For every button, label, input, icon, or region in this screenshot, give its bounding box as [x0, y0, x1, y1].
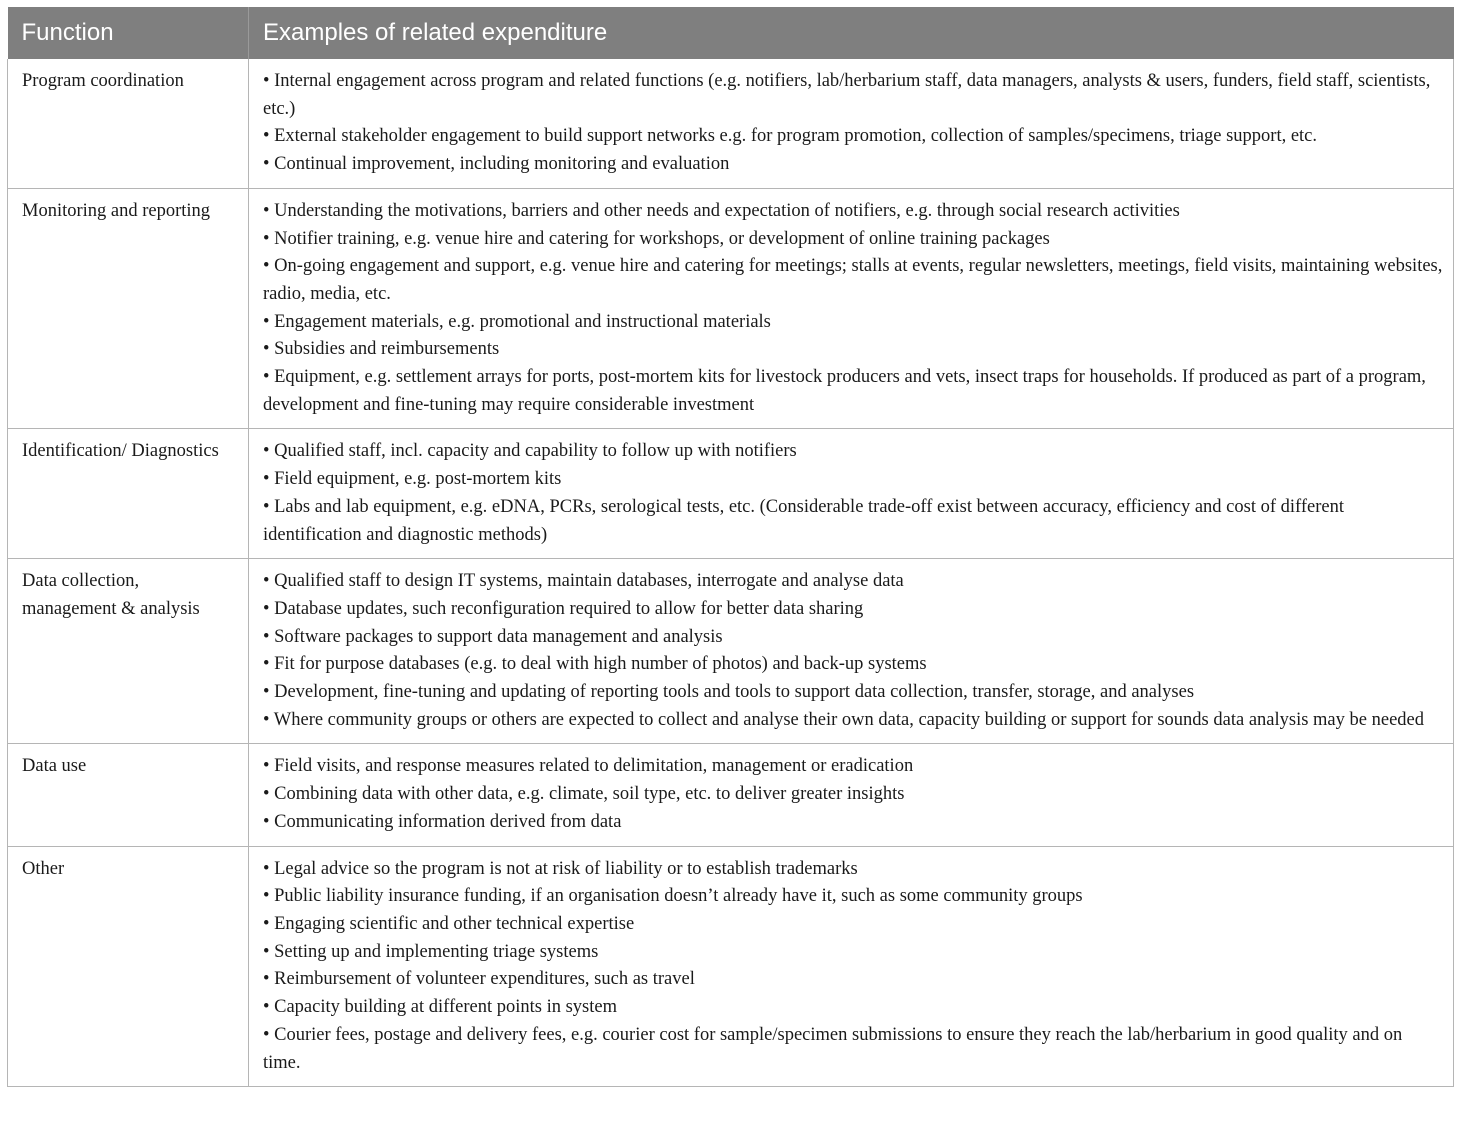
example-item: • Equipment, e.g. settlement arrays for ports, post-mortem kits for livestock producers and vets, insect traps for households. If produced as part of a program, development and fine-tuning may require considerable investment	[263, 367, 1426, 415]
example-item: • Engagement materials, e.g. promotional and instructional materials	[263, 311, 771, 332]
function-label: Other	[22, 858, 65, 879]
example-item: • External stakeholder engagement to build support networks e.g. for program promotion, collection of samples/specimens, triage support, etc.	[263, 126, 1318, 147]
example-item: • Qualified staff to design IT systems, maintain databases, interrogate and analyse data	[263, 571, 904, 592]
examples-cell	[249, 188, 1454, 429]
example-item: • On-going engagement and support, e.g. venue hire and catering for meetings; stalls at events, regular newsletters, meetings, field visits, maintaining websites, radio, media, etc.	[263, 256, 1443, 304]
function-label: Program coordination	[22, 71, 184, 91]
table-body	[8, 59, 1454, 1087]
function-cell	[8, 188, 249, 429]
example-item: • Labs and lab equipment, e.g. eDNA, PCRs, serological tests, etc. (Considerable trade-off exist between accuracy, efficiency and cost of different identification and diagnostic methods)	[263, 496, 1344, 545]
function-cell	[8, 744, 249, 846]
function-cell	[8, 429, 249, 559]
example-item: • Software packages to support data management and analysis	[263, 626, 723, 647]
example-item: • Engaging scientific and other technical expertise	[263, 913, 635, 934]
table-header	[8, 7, 1454, 59]
table-row	[8, 188, 1454, 429]
function-label: Identification/ Diagnostics	[22, 441, 219, 462]
examples-cell	[249, 744, 1454, 846]
examples-cell	[249, 846, 1454, 1087]
example-item: • Notifier training, e.g. venue hire and catering for workshops, or development of online training packages	[263, 228, 1050, 249]
example-item: • Continual improvement, including monitoring and evaluation	[263, 154, 730, 175]
example-item: • Internal engagement across program and related functions (e.g. notifiers, lab/herbarium staff, data managers, analysts & users, funders, field staff, scientists, etc.)	[263, 71, 1431, 119]
example-item: • Fit for purpose databases (e.g. to deal with high number of photos) and back-up systems	[263, 654, 927, 675]
examples-cell	[249, 429, 1454, 559]
example-item: • Combining data with other data, e.g. climate, soil type, etc. to deliver greater insights	[263, 784, 905, 805]
function-cell	[8, 846, 249, 1087]
table-row	[8, 429, 1454, 559]
function-label: Data collection, management & analysis	[22, 571, 200, 619]
function-cell	[8, 559, 249, 744]
header-row	[8, 7, 1454, 59]
example-item: • Subsidies and reimbursements	[263, 339, 500, 360]
example-item: • Qualified staff, incl. capacity and capability to follow up with notifiers	[263, 441, 797, 462]
header-function: Function	[8, 7, 249, 59]
table-row	[8, 744, 1454, 846]
examples-cell	[249, 59, 1454, 188]
table-row	[8, 59, 1454, 188]
example-item: • Where community groups or others are expected to collect and analyse their own data, capacity building or support for sounds data analysis may be needed	[263, 709, 1424, 730]
example-item: • Courier fees, postage and delivery fees, e.g. courier cost for sample/specimen submissions to ensure they reach the lab/herbarium in good quality and on time.	[263, 1024, 1403, 1073]
header-examples: Examples of related expenditure	[249, 7, 1454, 59]
example-item: • Development, fine-tuning and updating of reporting tools and tools to support data collection, transfer, storage, and analyses	[263, 682, 1195, 703]
expenditure-table	[7, 7, 1454, 1087]
example-item: • Public liability insurance funding, if an organisation doesn’t already have it, such as some community groups	[263, 886, 1083, 907]
example-item: • Setting up and implementing triage systems	[263, 941, 599, 962]
example-item: • Reimbursement of volunteer expenditures, such as travel	[263, 969, 695, 990]
example-item: • Legal advice so the program is not at risk of liability or to establish trademarks	[263, 858, 858, 879]
example-item: • Communicating information derived from data	[263, 811, 622, 832]
table-row	[8, 559, 1454, 744]
function-label: Data use	[22, 756, 87, 777]
example-item: • Field visits, and response measures related to delimitation, management or eradication	[263, 756, 914, 777]
example-item: • Understanding the motivations, barriers and other needs and expectation of notifiers, e.g. through social research activities	[263, 200, 1180, 221]
example-item: • Database updates, such reconfiguration required to allow for better data sharing	[263, 598, 864, 619]
examples-cell	[249, 559, 1454, 744]
example-item: • Field equipment, e.g. post-mortem kits	[263, 469, 562, 490]
function-cell	[8, 59, 249, 188]
table-row	[8, 846, 1454, 1087]
function-label: Monitoring and reporting	[22, 200, 211, 221]
example-item: • Capacity building at different points in system	[263, 997, 617, 1018]
